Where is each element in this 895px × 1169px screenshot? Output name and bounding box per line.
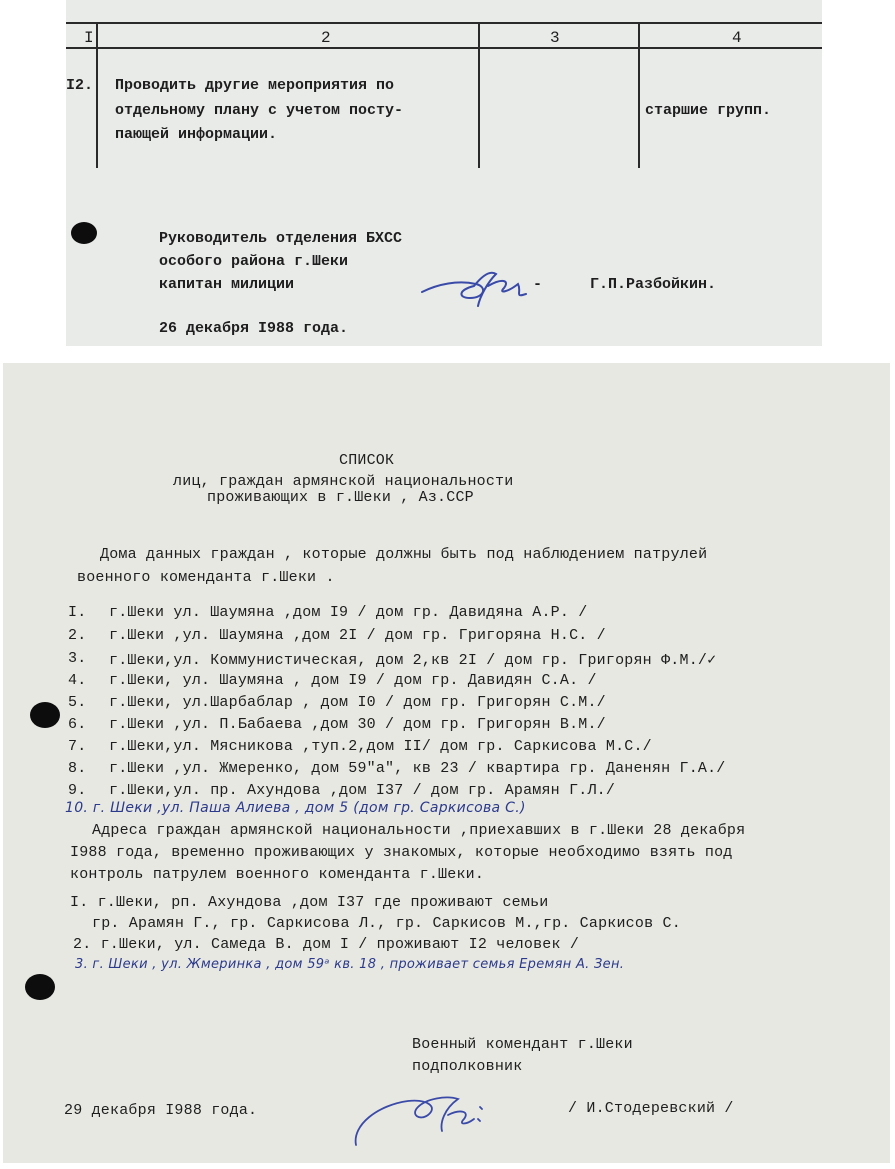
signatory-position-line: Руководитель отделения БХСС (159, 230, 403, 247)
document-date: 26 декабря I988 года. (159, 320, 349, 337)
table-row-responsible: старшие групп. (645, 102, 772, 119)
list-item: г.Шеки,ул. Мясникова ,туп.2,дом II/ дом гр. Саркисова М.С./ (109, 738, 652, 755)
addresses-intro-line: Адреса граждан армянской национальности ,приехавших в г.Шеки 28 декабря (92, 822, 746, 839)
signatory-position-line: подполковник (412, 1058, 523, 1075)
table-header-col-3: 3 (550, 29, 560, 47)
intro-text-line: Дома данных граждан , которые должны быть под наблюдением патрулей (100, 546, 708, 563)
signature-dash: - (533, 276, 543, 293)
table-header-bottom-rule (66, 47, 822, 49)
address-item: I. г.Шеки, рп. Ахундова ,дом I37 где проживают семьи (70, 894, 549, 911)
table-header-col-1: I (84, 29, 94, 47)
list-item-number: 8. (68, 760, 87, 777)
signatory-position-line: Военный комендант г.Шеки (412, 1036, 633, 1053)
handwritten-list-item: 10. г. Шеки ,ул. Паша Алиева , дом 5 (дом гр. Саркисова С.) (65, 800, 526, 816)
table-header-col-2: 2 (321, 29, 331, 47)
list-item: г.Шеки ,ул. Шаумяна ,дом 2I / дом гр. Григоряна Н.С. / (109, 627, 606, 644)
action-plan-table (66, 0, 822, 168)
list-item-number: I. (68, 604, 87, 621)
list-item-number: 3. (68, 650, 87, 667)
table-row-number: I2. (66, 77, 94, 94)
table-col-divider (478, 22, 480, 168)
list-subtitle-line: проживающих в г.Шеки , Аз.ССР (207, 489, 474, 506)
punch-hole (30, 702, 60, 728)
table-header-col-4: 4 (732, 29, 742, 47)
handwritten-address-item: 3. г. Шеки , ул. Жмеринка , дом 59ᵃ кв. 18 , проживает семья Еремян А. Зен. (75, 957, 625, 972)
signatory-position-line: капитан милиции (159, 276, 295, 293)
signatory-name: / И.Стодеревский / (568, 1100, 734, 1117)
list-item: г.Шеки,ул. пр. Ахундова ,дом I37 / дом гр. Арамян Г.Л./ (109, 782, 616, 799)
handwritten-signature (348, 1085, 498, 1155)
address-item: 2. г.Шеки, ул. Самеда В. дом I / проживают I2 человек / (73, 936, 580, 953)
list-title: СПИСОК (339, 452, 395, 469)
list-item-number: 4. (68, 672, 87, 689)
list-item-number: 5. (68, 694, 87, 711)
table-row-text-line: Проводить другие мероприятия по (115, 77, 395, 94)
table-row-text-line: отдельному плану с учетом посту- (115, 102, 404, 119)
list-item: г.Шеки ул. Шаумяна ,дом I9 / дом гр. Давидяна А.Р. / (109, 604, 588, 621)
list-item: г.Шеки, ул.Шарбаблар , дом I0 / дом гр. Григорян С.М./ (109, 694, 606, 711)
document-page-bottom (3, 363, 890, 1163)
list-item-number: 7. (68, 738, 87, 755)
addresses-intro-line: I988 года, временно проживающих у знакомых, которые необходимо взять под (70, 844, 733, 861)
addresses-intro-line: контроль патрулем военного коменданта г.Шеки. (70, 866, 485, 883)
document-page-top (66, 0, 822, 346)
table-col-divider (96, 22, 98, 168)
punch-hole (71, 222, 97, 244)
list-item-number: 2. (68, 627, 87, 644)
address-item-continuation: гр. Арамян Г., гр. Саркисова Л., гр. Саркисов М.,гр. Саркисов С. (92, 915, 681, 932)
table-row-text-line: пающей информации. (115, 126, 278, 143)
list-item-number: 9. (68, 782, 87, 799)
signatory-position-line: особого района г.Шеки (159, 253, 349, 270)
handwritten-signature (418, 262, 548, 312)
list-item: г.Шеки ,ул. Жмеренко, дом 59"а", кв 23 / квартира гр. Даненян Г.А./ (109, 760, 726, 777)
list-item: г.Шеки,ул. Коммунистическая, дом 2,кв 2I / дом гр. Григорян Ф.М./✓ (109, 652, 717, 669)
document-date: 29 декабря I988 года. (64, 1102, 258, 1119)
list-item: г.Шеки, ул. Шаумяна , дом I9 / дом гр. Давидян С.А. / (109, 672, 597, 689)
list-item: г.Шеки ,ул. П.Бабаева ,дом 30 / дом гр. Григорян В.М./ (109, 716, 606, 733)
list-subtitle-line: лиц, граждан армянской национальности (173, 473, 514, 490)
list-item-number: 6. (68, 716, 87, 733)
signatory-name: Г.П.Разбойкин. (590, 276, 717, 293)
punch-hole (25, 974, 55, 1000)
table-header-top-rule (66, 22, 822, 24)
table-col-divider (638, 22, 640, 168)
intro-text-line: военного коменданта г.Шеки . (77, 569, 335, 586)
